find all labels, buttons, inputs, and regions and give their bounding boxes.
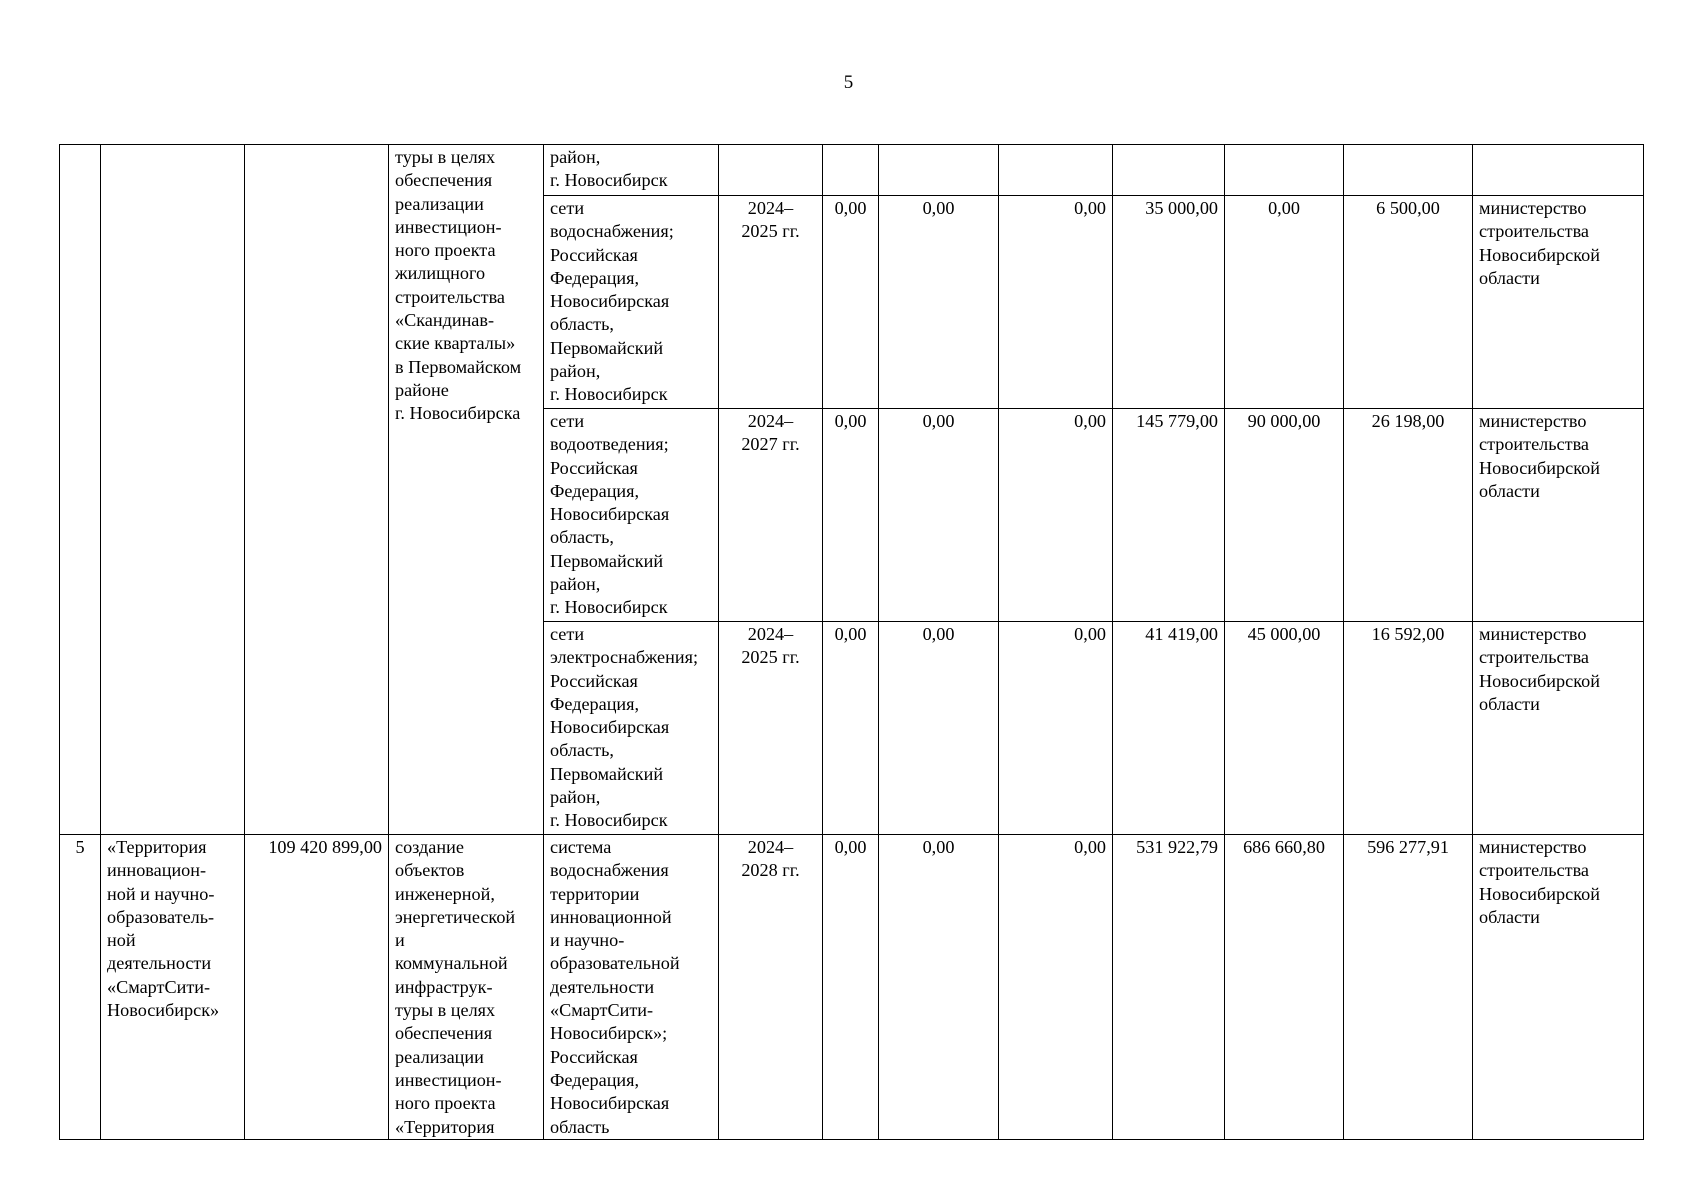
- cell-value: 0,00: [999, 196, 1113, 409]
- cell-value: [879, 145, 999, 196]
- cell-amount: 109 420 899,00: [245, 835, 389, 1140]
- cell-value: 0,00: [823, 409, 879, 622]
- cell-value: 6 500,00: [1344, 196, 1473, 409]
- table-row: [60, 145, 1644, 196]
- cell-value: [999, 145, 1113, 196]
- cell-period: 2024– 2025 гг.: [719, 196, 823, 409]
- cell-value: 0,00: [879, 835, 999, 1140]
- cell-value: 0,00: [999, 622, 1113, 835]
- cell-object: район, г. Новосибирск: [544, 145, 719, 196]
- cell-value: [823, 145, 879, 196]
- cell-executor: министерство строительства Новосибирской области: [1473, 622, 1644, 835]
- cell-object: сети водоснабжения; Российская Федерация, Новосибирская область, Первомайский район, г. Новосибирск: [544, 196, 719, 409]
- cell-value: 41 419,00: [1113, 622, 1225, 835]
- cell-object: сети водоотведения; Российская Федерация, Новосибирская область, Первомайский район, г. Новосибирск: [544, 409, 719, 622]
- cell-value: 596 277,91: [1344, 835, 1473, 1140]
- cell-value: 0,00: [879, 409, 999, 622]
- cell-number: 5: [60, 835, 101, 1140]
- investment-projects-table: [59, 144, 1644, 1140]
- cell-value: 0,00: [823, 622, 879, 835]
- cell-project-description: создание объектов инженерной, энергетической и коммунальной инфраструк- туры в целях обеспечения реализации инвестицион- ного проекта «Территория: [389, 835, 544, 1140]
- cell-executor: министерство строительства Новосибирской области: [1473, 409, 1644, 622]
- cell-value: [1344, 145, 1473, 196]
- cell-value: [1113, 145, 1225, 196]
- cell-amount: [245, 145, 389, 835]
- cell-executor: министерство строительства Новосибирской области: [1473, 835, 1644, 1140]
- cell-object: сети электроснабжения; Российская Федерация, Новосибирская область, Первомайский район, г. Новосибирск: [544, 622, 719, 835]
- cell-value: 145 779,00: [1113, 409, 1225, 622]
- cell-period: 2024– 2025 гг.: [719, 622, 823, 835]
- cell-period: 2024– 2028 гг.: [719, 835, 823, 1140]
- cell-number: [60, 145, 101, 835]
- cell-value: 90 000,00: [1225, 409, 1344, 622]
- cell-period: [719, 145, 823, 196]
- cell-name: «Территория инновацион- ной и научно- образователь- ной деятельности «СмартСити- Новосибирск»: [101, 835, 245, 1140]
- page-number: 5: [843, 72, 854, 93]
- cell-value: 0,00: [999, 835, 1113, 1140]
- cell-period: 2024– 2027 гг.: [719, 409, 823, 622]
- table-row: [60, 835, 1644, 1140]
- cell-value: 0,00: [879, 622, 999, 835]
- cell-value: 0,00: [823, 196, 879, 409]
- cell-executor: [1473, 145, 1644, 196]
- cell-value: 26 198,00: [1344, 409, 1473, 622]
- cell-object: система водоснабжения территории инновационной и научно- образовательной деятельности «СмартСити- Новосибирск»; Российская Федерация, Новосибирская область: [544, 835, 719, 1140]
- cell-value: [1225, 145, 1344, 196]
- cell-project-description: туры в целях обеспечения реализации инвестицион- ного проекта жилищного строительства «Скандинав- ские кварталы» в Первомайском районе г. Новосибирска: [389, 145, 544, 835]
- cell-value: 0,00: [1225, 196, 1344, 409]
- cell-value: 0,00: [879, 196, 999, 409]
- cell-value: 16 592,00: [1344, 622, 1473, 835]
- cell-value: 531 922,79: [1113, 835, 1225, 1140]
- cell-value: 0,00: [823, 835, 879, 1140]
- cell-value: 45 000,00: [1225, 622, 1344, 835]
- cell-executor: министерство строительства Новосибирской области: [1473, 196, 1644, 409]
- cell-value: 0,00: [999, 409, 1113, 622]
- cell-value: 35 000,00: [1113, 196, 1225, 409]
- cell-name: [101, 145, 245, 835]
- cell-value: 686 660,80: [1225, 835, 1344, 1140]
